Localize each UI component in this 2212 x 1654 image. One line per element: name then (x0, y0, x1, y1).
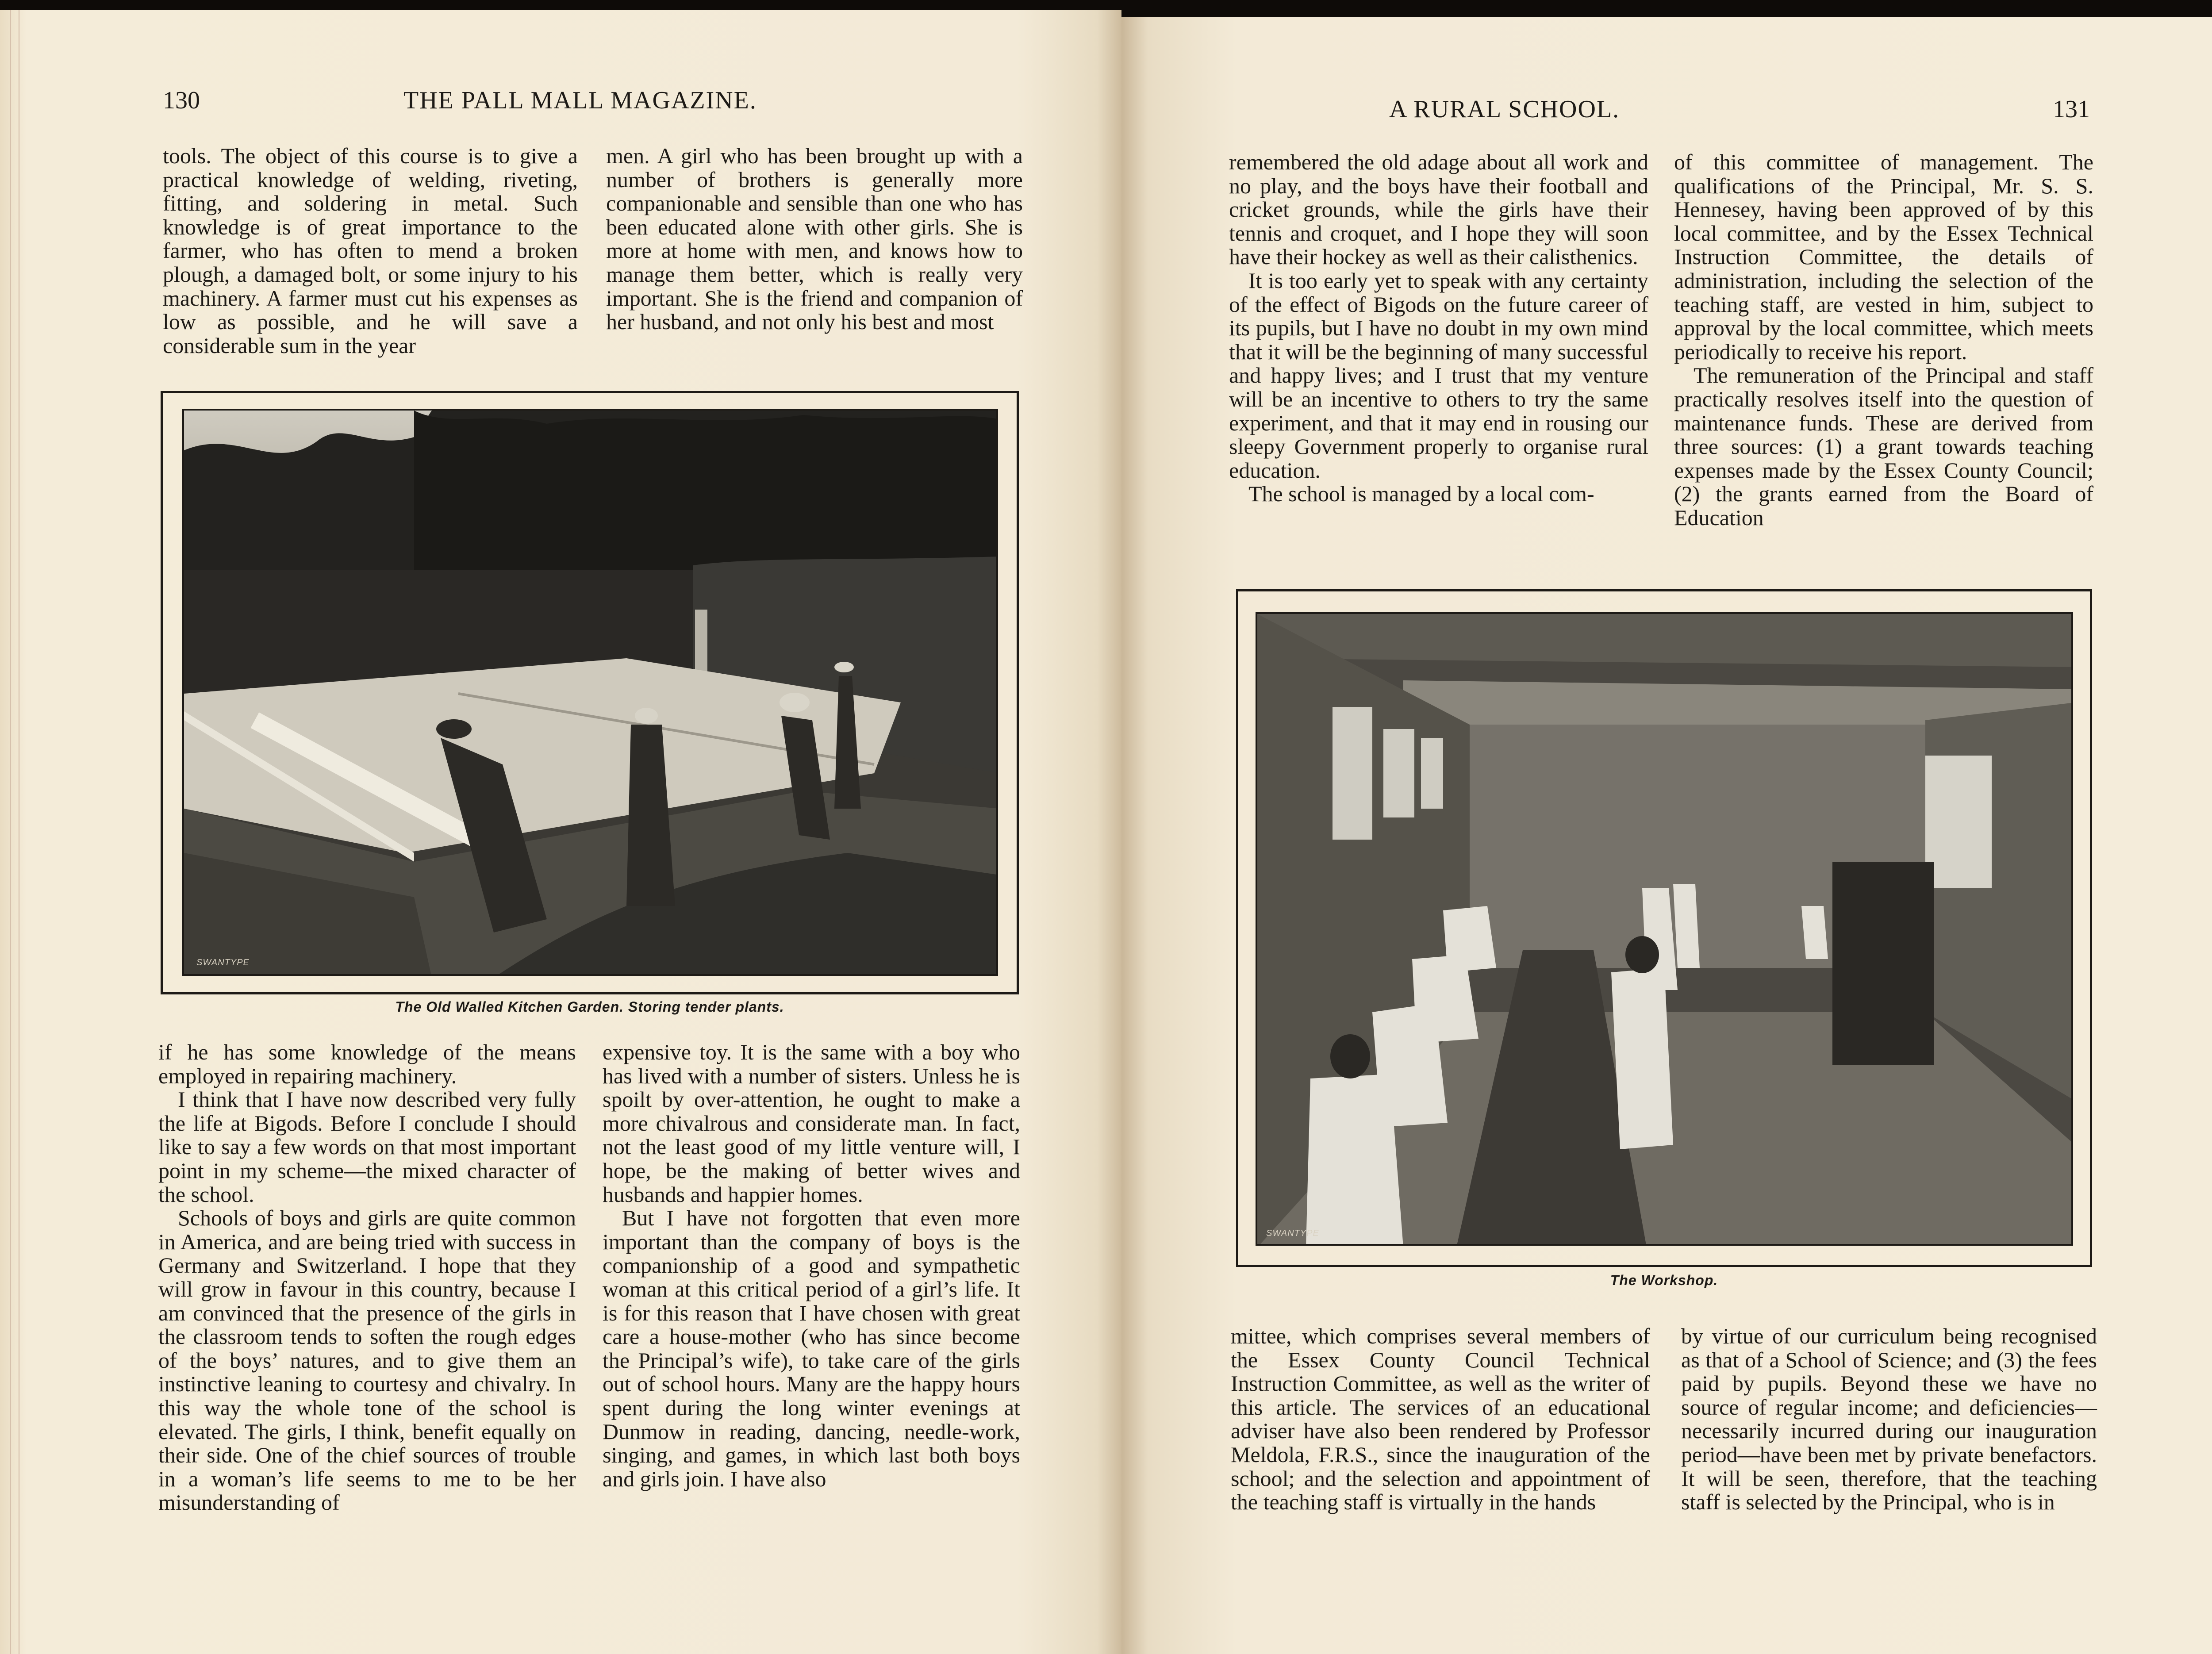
paragraph: I think that I have now described very fully the life at Bigods. Before I conclude I should like to say a few words on that most important point in my scheme—the mixed character of the school. (158, 1087, 576, 1207)
right-bottom-column-1 (1231, 1324, 1650, 1514)
paragraph: remembered the old adage about all work and no play, and the boys have their football and cricket grounds, while the girls have their tennis and croquet, and I hope they will soon have their hockey as well as their calisthenics. (1229, 150, 1648, 269)
left-running-head: THE PALL MALL MAGAZINE. (403, 87, 757, 114)
right-top-column-2 (1674, 150, 2093, 530)
left-top-column-2 (606, 144, 1023, 334)
left-bottom-column-2 (603, 1040, 1020, 1491)
paragraph: tools. The object of this course is to give a practical knowledge of welding, riveting, fitting, and soldering in metal. Such knowledge is of great importance to the farmer, who has often to mend a broken plough, a damaged bolt, or some injury to his machinery. A farmer must cut his expenses as low as possible, and he will save a considerable sum in the year (163, 143, 578, 358)
right-bottom-column-2 (1681, 1324, 2097, 1514)
garden-figure-caption: The Old Walled Kitchen Garden. Storing tender plants. (395, 999, 784, 1015)
workshop-photo-image (1257, 614, 2073, 1246)
right-top-column-1 (1229, 150, 1648, 506)
left-page-number: 130 (163, 87, 200, 114)
paragraph: by virtue of our curriculum being recognised as that of a School of Science; and (3) the fees paid by pupils. Beyond these we have no source of regular income; and deficiencies—necessarily incurred during our inauguration period—have been met by private benefactors. It will be seen, therefore, that the teaching staff is selected by the Principal, who is in (1681, 1324, 2097, 1515)
paragraph: mittee, which comprises several members of the Essex County Council Technical Instruction Committee, as well as the writer of this article. The services of an educational adviser have also been rendered by Professor Meldola, F.R.S., since the inauguration of the school; and the selection and appointment of the teaching staff is virtually in the hands (1231, 1324, 1650, 1515)
paragraph: It is too early yet to speak with any certainty of the effect of Bigods on the future career of its pupils, but I have no doubt in my own mind that it will be the beginning of many successful and happy lives; and I trust that my venture will be an incentive to others to try the same experiment, and that it may end in rousing our sleepy Government properly to organise rural education. (1229, 268, 1648, 483)
workshop-photo (1256, 612, 2073, 1246)
paragraph: men. A girl who has been brought up with a number of brothers is generally more companionable and sensible than one who has been educated alone with other girls. She is more at home with men, and knows how to manage them better, which is really very important. She is the friend and companion of her husband, and not only his best and most (606, 143, 1023, 334)
workshop-figure-caption: The Workshop. (1610, 1272, 1718, 1288)
paragraph: if he has some knowledge of the means employed in repairing machinery. (158, 1040, 576, 1088)
left-page-edge-rules (10, 10, 19, 1654)
right-running-head: A RURAL SCHOOL. (1389, 96, 1620, 123)
paragraph: The school is managed by a local com- (1248, 481, 1594, 507)
paragraph: The remuneration of the Principal and staff practically resolves itself into the question of maintenance funds. These are derived from three sources: (1) a grant towards teaching expenses made by the Essex County Council; (2) the grants earned from the Board of Education (1674, 363, 2093, 530)
left-bottom-column-1 (158, 1040, 576, 1515)
garden-photo-image (184, 411, 998, 976)
garden-photo-credit: SWANTYPE (196, 958, 250, 967)
paragraph: expensive toy. It is the same with a boy who has lived with a number of sisters. Unless he is spoilt by over-attention, he ought to make a more chivalrous and considerate man. In fact, not the least good of my little venture will, I hope, be the making of better wives and husbands and happier homes. (603, 1040, 1020, 1207)
workshop-photo-credit: SWANTYPE (1266, 1228, 1319, 1238)
left-top-column-1 (163, 144, 578, 357)
paragraph: of this committee of management. The qualifications of the Principal, Mr. S. S. Hennesey, having been approved of by this local committee, and by the Essex Technical Instruction Committee, the details of administration, including the selection of the teaching staff, are vested in him, subject to approval by the local committee, which meets periodically to receive his report. (1674, 150, 2093, 364)
garden-photo (182, 409, 998, 976)
paragraph: Schools of boys and girls are quite common in America, and are being tried with success in Germany and Switzerland. I hope that they will grow in favour in this country, because I am convinced that the presence of the girls in the classroom tends to soften the rough edges of the boys’ natures, and to give them an instinctive leaning to courtesy and chivalry. In this way the whole tone of the school is elevated. The girls, I think, benefit equally on their side. One of the chief sources of trouble in a woman’s life seems to me to be her misunderstanding of (158, 1205, 576, 1515)
right-page-number: 131 (2053, 96, 2090, 123)
paragraph: But I have not forgotten that even more important than the company of boys is the companionship of a good and sympathetic woman at this critical period of a girl’s life. It is for this reason that I have chosen with great care a house-mother (who has since become the Principal’s wife), to take care of the girls out of school hours. Many are the happy hours spent during the long winter evenings at Dunmow in reading, dancing, needle-work, singing, and games, in which last both boys and girls join. I have also (603, 1205, 1020, 1491)
